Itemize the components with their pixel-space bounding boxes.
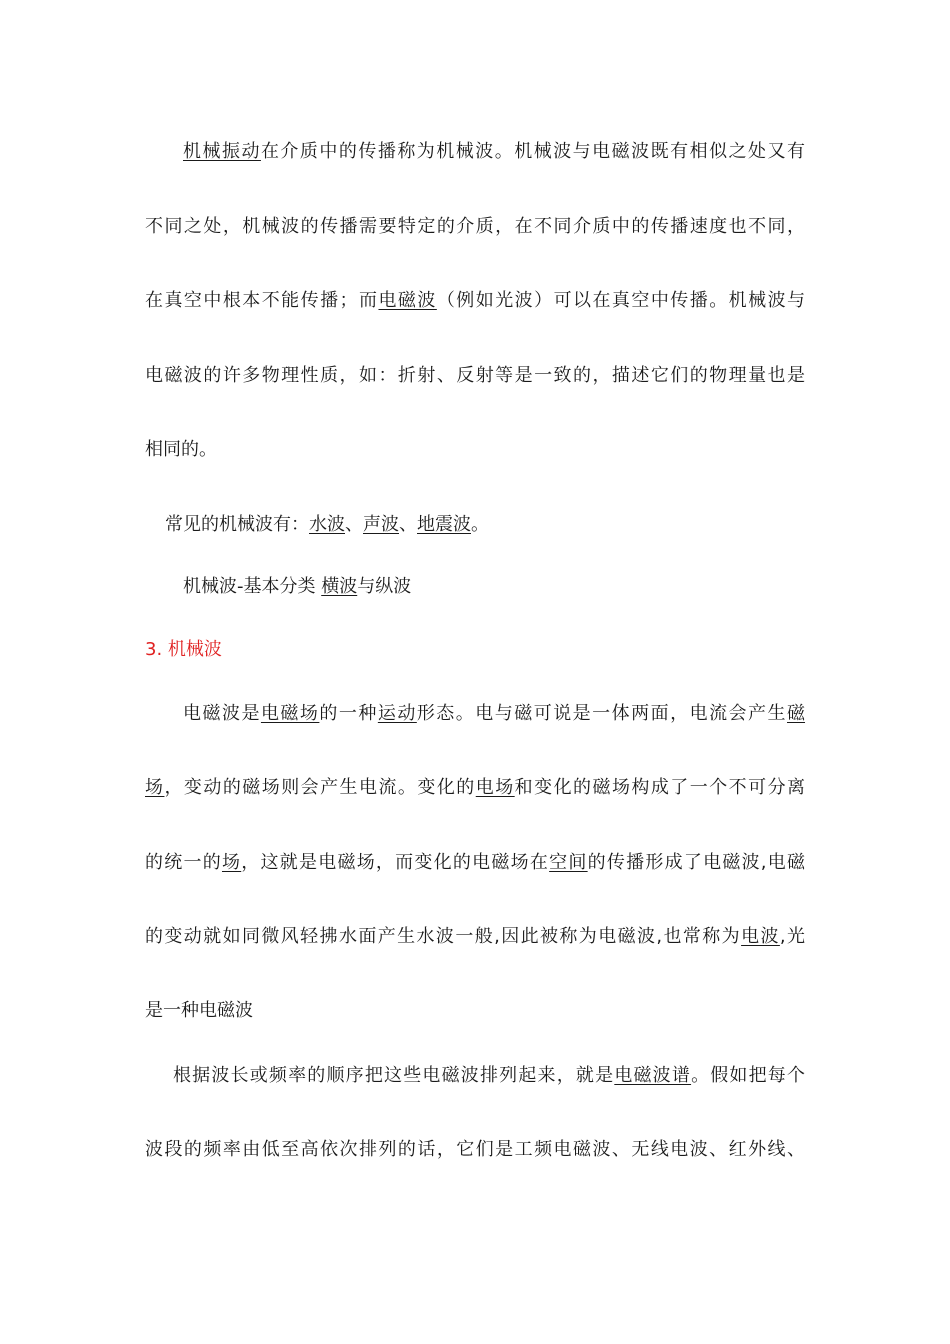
link-water-wave[interactable]: 水波	[309, 514, 345, 535]
link-electromagnetic-wave[interactable]: 电磁波	[378, 290, 437, 311]
text-span: 与纵波	[357, 576, 412, 597]
paragraph-line	[145, 851, 805, 875]
text-span: 相同的。	[145, 439, 217, 460]
paragraph-line	[145, 289, 805, 313]
text-span: 电磁波是	[183, 703, 261, 724]
paragraph-line	[145, 438, 217, 462]
text-span: 形态。电与磁可说是一体两面，电流会产生	[416, 703, 788, 724]
text-span: 机械波-基本分类	[183, 576, 322, 597]
link-mechanical-vibration[interactable]: 机械振动	[183, 141, 261, 162]
text-span: 。假如把每个	[691, 1065, 805, 1086]
link-electric-field[interactable]: 电场	[475, 777, 515, 798]
link-seismic-wave[interactable]: 地震波	[417, 514, 471, 535]
paragraph-line	[145, 925, 805, 949]
link-electromagnetic-spectrum[interactable]: 电磁波谱	[614, 1065, 692, 1086]
classification-line	[183, 575, 411, 599]
paragraph-line	[145, 364, 805, 388]
paragraph-line	[145, 999, 253, 1023]
paragraph-line	[145, 776, 805, 800]
paragraph-line	[183, 140, 805, 164]
text-span: 常见的机械波有：	[165, 514, 309, 535]
link-magnetic-field-start[interactable]: 磁	[787, 703, 806, 724]
text-span: ,光	[779, 926, 805, 947]
link-electromagnetic-field[interactable]: 电磁场	[260, 703, 320, 724]
paragraph-line	[145, 1138, 805, 1162]
text-span: 的统一的	[145, 852, 222, 873]
link-space[interactable]: 空间	[549, 852, 588, 873]
section-heading: 3. 机械波	[145, 639, 222, 660]
text-span: 。	[471, 514, 489, 535]
text-span: （例如光波）可以在真空中传播。机械波与	[436, 290, 806, 311]
common-waves-line	[165, 513, 489, 537]
link-field[interactable]: 场	[221, 852, 242, 873]
text-span: 不同之处，机械波的传播需要特定的介质，在不同介质中的传播速度也不同，	[145, 216, 805, 237]
paragraph-line	[183, 702, 805, 726]
link-transverse-wave[interactable]: 横波	[321, 576, 358, 597]
text-span: 和变化的磁场构成了一个不可分离	[514, 777, 806, 798]
link-sound-wave[interactable]: 声波	[363, 514, 399, 535]
text-span: 的一种	[319, 703, 378, 724]
paragraph-line	[173, 1064, 805, 1088]
text-span: 根据波长或频率的顺序把这些电磁波排列起来，就是	[173, 1065, 615, 1086]
text-span: 在真空中根本不能传播；而	[145, 290, 379, 311]
text-span: 的变动就如同微风轻拂水面产生水波一般,因此被称为电磁波,也常称为	[145, 926, 742, 947]
text-span: ，这就是电磁场，而变化的电磁场在	[241, 852, 550, 873]
text-span: 的传播形成了电磁波,电磁	[587, 852, 806, 873]
text-span: 在介质中的传播称为机械波。机械波与电磁波既有相似之处又有	[260, 141, 805, 162]
separator: 、	[345, 514, 363, 535]
text-span: ，变动的磁场则会产生电流。变化的	[164, 777, 476, 798]
link-magnetic-field-end[interactable]: 场	[145, 777, 165, 798]
separator: 、	[399, 514, 417, 535]
text-span: 是一种电磁波	[145, 1000, 253, 1021]
text-span: 波段的频率由低至高依次排列的话，它们是工频电磁波、无线电波、红外线、	[145, 1139, 805, 1160]
paragraph-line	[145, 215, 805, 239]
text-span: 电磁波的许多物理性质，如：折射、反射等是一致的，描述它们的物理量也是	[145, 365, 805, 386]
link-radio-wave[interactable]: 电波	[741, 926, 780, 947]
link-motion[interactable]: 运动	[377, 703, 417, 724]
